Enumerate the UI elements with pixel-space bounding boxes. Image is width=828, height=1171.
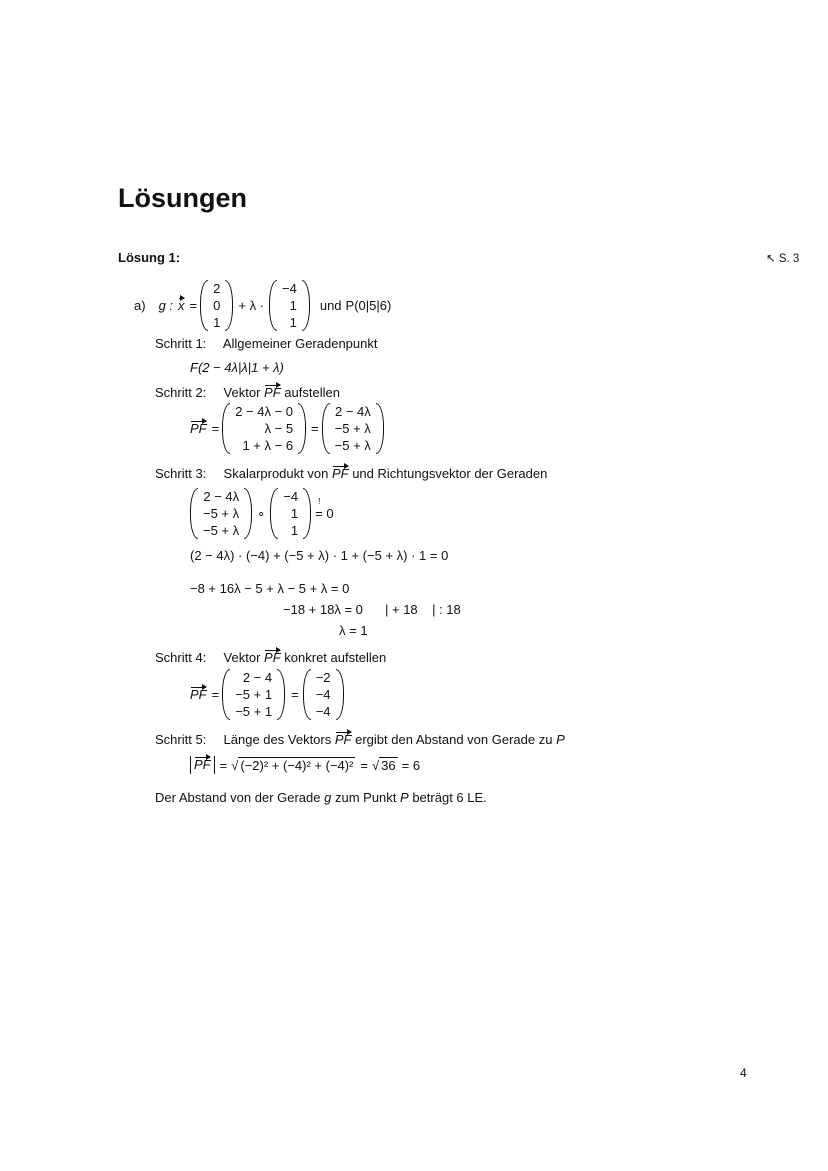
pf-vector: PF: [264, 650, 281, 665]
step-4-label: Schritt 4:: [155, 650, 207, 665]
length-result: = 6: [401, 757, 421, 773]
support-vector-entries: 2 0 1: [213, 281, 221, 330]
step-2-equation: PF = 2 − 4λ − 0 λ − 5 1 + λ − 6 = 2 − 4λ −5 + λ −5 + λ: [190, 403, 384, 454]
x-vector: x: [178, 298, 185, 313]
back-to-page-link[interactable]: ↖ S. 3: [766, 253, 800, 265]
und-text: und: [319, 298, 342, 313]
direction-vector-entries: −4 1 1: [282, 281, 297, 330]
page-title: Lösungen: [118, 183, 247, 213]
step-4-heading: Schritt 4: Vektor PF konkret aufstellen: [155, 650, 387, 665]
exclamation-mark: !: [318, 497, 321, 506]
point-p: P(0|5|6): [345, 298, 392, 313]
step-5-heading: Schritt 5: Länge des Vektors PF ergibt den Abstand von Gerade zu P: [155, 732, 565, 747]
radicand: (−2)² + (−4)² + (−4)²: [240, 758, 354, 773]
task-a-label: a): [134, 298, 146, 313]
scalar-simplified: −8 + 16λ − 5 + λ − 5 + λ = 0: [190, 581, 350, 596]
pf-vector: PF: [334, 732, 352, 747]
pf-vector: PF: [190, 687, 207, 702]
direction-matrix: −4 1 1: [270, 488, 311, 539]
lambda-result: λ = 1: [339, 623, 368, 638]
step-2-heading: Schritt 2: Vektor PF aufstellen: [155, 385, 340, 400]
support-vector: [200, 280, 233, 331]
pf-norm: PF: [190, 756, 215, 774]
step-1-heading: [155, 336, 377, 351]
step-1-text: Allgemeiner Geradenpunkt: [222, 336, 378, 351]
general-line-point: F(2 − 4λ|λ|1 + λ): [190, 360, 284, 375]
step-2-label: Schritt 2:: [155, 385, 207, 400]
scalar-product-equation: [190, 488, 334, 539]
step-5-label: Schritt 5:: [155, 732, 207, 747]
vector-length-equation: PF = √ (−2)² + (−4)² + (−4)² = √ 36 = 6: [190, 756, 420, 774]
pf-vector: PF: [331, 466, 349, 481]
equation-operations: | + 18 | : 18: [385, 602, 461, 617]
pf-simplified-matrix: 2 − 4λ −5 + λ −5 + λ: [322, 403, 384, 454]
line-name: g :: [158, 298, 174, 313]
equals-zero: = 0: [315, 506, 334, 521]
pf-vector: PF: [190, 421, 207, 436]
step-1-label: Schritt 1:: [155, 336, 207, 351]
page-number: 4: [740, 1066, 747, 1080]
dot-operator: ∘: [257, 505, 266, 521]
conclusion: Der Abstand von der Gerade g zum Punkt P beträgt 6 LE.: [155, 790, 487, 805]
plus-lambda: + λ ·: [238, 298, 265, 313]
step-3-heading: Schritt 3: Skalarprodukt von PF und Richtungsvektor der Geraden: [155, 466, 548, 481]
direction-vector: [269, 280, 310, 331]
sqrt-sign: √: [231, 757, 239, 773]
pf-matrix: 2 − 4λ −5 + λ −5 + λ: [190, 488, 252, 539]
equation-linear: −18 + 18λ = 0: [283, 602, 363, 617]
scalar-expanded: (2 − 4λ) · (−4) + (−5 + λ) · 1 + (−5 + λ) · 1 = 0: [190, 548, 449, 563]
step-4-equation: PF = 2 − 4 −5 + 1 −5 + 1 = −2 −4 −4: [190, 669, 344, 720]
pf-result-matrix: −2 −4 −4: [303, 669, 344, 720]
equals-sign: =: [189, 298, 198, 313]
pf-concrete-matrix: 2 − 4 −5 + 1 −5 + 1: [222, 669, 285, 720]
task-a-line: [134, 280, 391, 331]
pf-general-matrix: 2 − 4λ − 0 λ − 5 1 + λ − 6: [222, 403, 306, 454]
radicand-36: 36: [381, 758, 396, 773]
step-3-label: Schritt 3:: [155, 466, 207, 481]
sqrt-sign: √: [372, 757, 380, 773]
solution-label: Lösung 1:: [118, 250, 181, 265]
pf-vector: PF: [264, 385, 281, 400]
